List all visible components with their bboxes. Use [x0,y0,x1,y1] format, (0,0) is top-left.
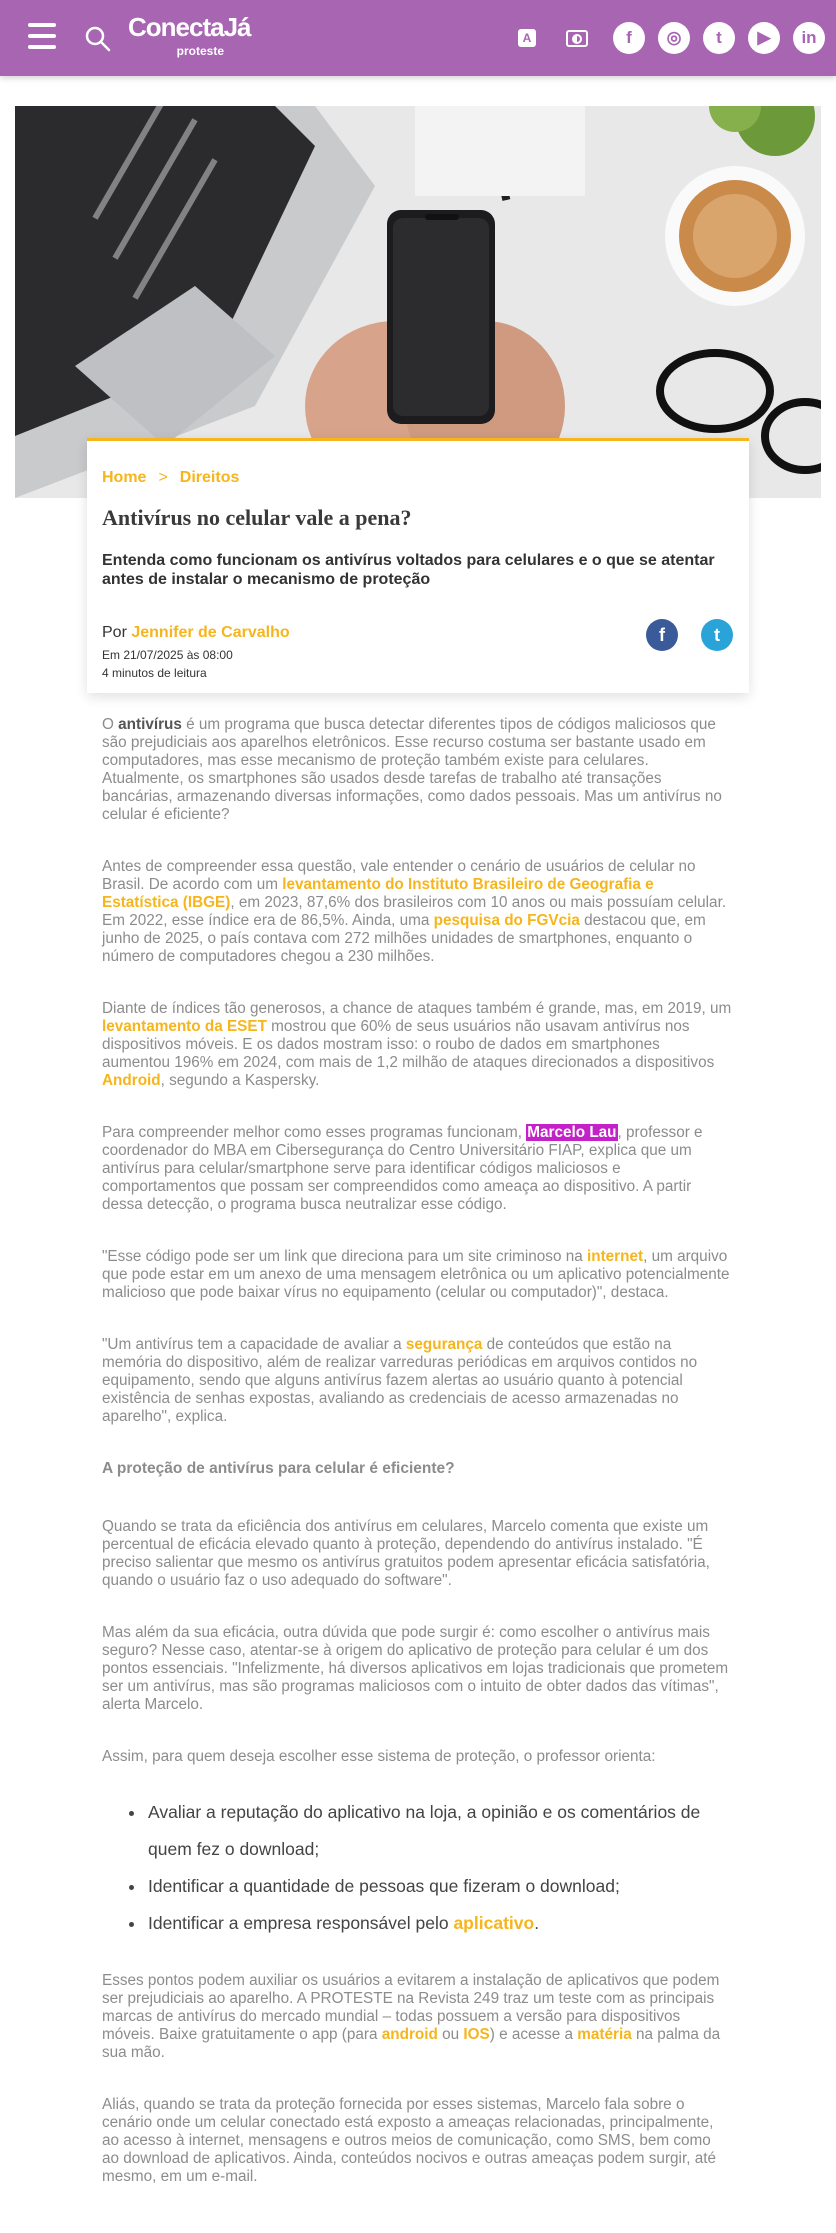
android-app-link[interactable]: android [381,2026,438,2043]
instagram-icon[interactable]: ◎ [658,22,690,54]
text: destacou que, em junho de 2025, o país contava com 272 milhões unidades de smartphones, enquanto o número de computadores chegou a 230 milhões. [102,912,706,965]
ios-app-link[interactable]: IOS [463,2026,490,2043]
paragraph-3 [102,1000,732,1090]
paragraph-2 [102,858,732,966]
breadcrumb [102,469,239,487]
text: na palma da sua mão. [102,2026,721,2061]
text: , professor e coordenador do MBA em Cibersegurança do Centro Universitário FIAP, explica que um antivírus para celular/smartphone serve para identificar códigos maliciosos e comportamentos que possam ser compreendidos como ameaça ao dispositivo. A partir dessa detecção, o programa busca neutralizar esse código. [102,1124,703,1213]
text: Antes de compreender essa questão, vale entender o cenário de usuários de celular no Brasil. De acordo com um [102,858,696,893]
seguranca-link[interactable]: segurança [405,1336,483,1353]
paragraph-4 [102,1124,732,1214]
internet-link[interactable]: internet [586,1248,644,1265]
list-item: • Identificar a quantidade de pessoas que fizeram o download; [146,1868,732,1905]
contrast-icon[interactable] [566,30,588,47]
android-link[interactable]: Android [102,1072,161,1089]
text: "Esse código pode ser um link que direciona para um site criminoso na [102,1248,587,1265]
font-size-icon[interactable]: A [518,29,536,47]
linkedin-icon[interactable]: in [793,22,825,54]
list-item [146,1905,732,1942]
paragraph-7: Quando se trata da eficiência dos antivírus em celulares, Marcelo comenta que existe um percentual de eficácia elevado quanto à proteção, dependendo do antivírus instalado. "É preciso salientar que mesmo os antivírus gratuitos podem apresentar eficácia satisfatória, quando o usuário faz o uso adequado do software". [102,1518,710,1589]
text: mostrou que 60% de seus usuários não usavam antivírus nos dispositivos móveis. E os dados mostram isso: o roubo de dados em smartphones aumentou 196% em 2024, com mais de 1,2 milhão de ataques direcionados a dispositivos [102,1018,715,1071]
breadcrumb-home[interactable]: Home [102,469,147,486]
paragraph-6 [102,1336,732,1426]
share-twitter-icon[interactable]: t [701,619,733,651]
top-navigation-bar [0,0,836,76]
eset-link[interactable]: levantamento da ESET [102,1018,267,1035]
text: . [534,1913,540,1933]
text: , segundo a Kaspersky. [160,1072,320,1089]
logo-subtitle: proteste [176,44,224,58]
share-facebook-icon[interactable]: f [646,619,678,651]
article-body [102,716,732,2220]
fgvcia-link[interactable]: pesquisa do FGVcia [433,912,580,929]
logo-title: ConectaJá [128,12,251,42]
read-time: 4 minutos de leitura [102,666,207,680]
text: , um arquivo que pode estar em um anexo de uma mensagem eletrônica ou um aplicativo potencialmente malicioso que pode baixar vírus no equipamento (celular ou computador)", destaca. [102,1248,730,1301]
marcelo-lau-highlight[interactable]: Marcelo Lau [527,1124,617,1141]
article-subtitle: Entenda como funcionam os antivírus voltados para celulares e o que se atentar antes de instalar o mecanismo de proteção [102,552,715,588]
paragraph-8: Mas além da sua eficácia, outra dúvida que pode surgir é: como escolher o antivírus mais seguro? Nesse caso, atentar-se à origem do aplicativo de proteção para celular é um dos pontos essenciais. "Infelizmente, há diversos aplicativos em lojas tradicionais que prometem ser um antivírus, mas são programas maliciosos com o intuito de obter dados das vítimas", alerta Marcelo. [102,1624,729,1713]
publish-date: Em 21/07/2025 às 08:00 [102,648,233,662]
facebook-icon[interactable]: f [613,22,645,54]
tips-list [146,1794,732,1942]
twitter-icon[interactable]: t [703,22,735,54]
paragraph-11: Aliás, quando se trata da proteção fornecida por esses sistemas, Marcelo fala sobre o cenário onde um celular conectado está exposto a ameaças relacionadas, principalmente, ao acesso à internet, mensagens e outros meios de comunicação, como SMS, bem como ao download de aplicativos. Ainda, conteúdos nocivos e outras ameaças podem surgir, até mesmo, em um e-mail. [102,2096,716,2185]
search-icon[interactable] [84,25,112,53]
list-item: • Avaliar a reputação do aplicativo na loja, a opinião e os comentários de quem fez o download; [146,1794,732,1868]
byline-prefix: Por [102,624,132,641]
text: ou [437,2026,464,2043]
ibge-link[interactable]: levantamento do Instituto Brasileiro de Geografia e Estatística (IBGE) [102,876,654,911]
breadcrumb-direitos[interactable]: Direitos [179,469,240,486]
text: é um programa que busca detectar diferentes tipos de códigos maliciosos que são prejudiciais aos aparelhos eletrônicos. Esse recurso costuma ser bastante usado em computadores, mas esse mecanismo de proteção também existe para celulares. Atualmente, os smartphones são usados desde tarefas de trabalho até transações bancárias, armazenando diversas informações, como dados pessoais. Mas um antivírus no celular é eficiente? [102,716,722,823]
text: de conteúdos que estão na memória do dispositivo, além de realizar varreduras periódicas em arquivos contidos no equipamento, sendo que alguns antivírus fazem alertas ao usuário quanto à potencial existência de senhas expostas, avaliando as credenciais de acesso armazenadas no aparelho", explica. [102,1336,698,1425]
youtube-icon[interactable]: ▶ [748,22,780,54]
text: "Um antivírus tem a capacidade de avaliar a [102,1336,406,1353]
text: Para compreender melhor como esses programas funcionam, [102,1124,527,1141]
paragraph-10 [102,1972,732,2062]
text: ) e acesse a [489,2026,578,2043]
author-link[interactable]: Jennifer de Carvalho [131,624,290,641]
materia-link[interactable]: matéria [577,2026,632,2043]
paragraph-9: Assim, para quem deseja escolher esse sistema de proteção, o professor orienta: [102,1748,656,1765]
text: , em 2023, 87,6% dos brasileiros com 10 anos ou mais possuíam celular. Em 2022, esse índice era de 86,5%. Ainda, uma [102,894,727,929]
article-header-card [87,438,749,693]
text: Esses pontos podem auxiliar os usuários a evitarem a instalação de aplicativos que podem ser prejudiciais ao aparelho. A PROTESTE na Revista 249 traz um teste com as principais marcas de antivírus do mercado mundial – todas possuem a versão para dispositivos móveis. Baixe gratuitamente o app (para [102,1972,720,2043]
breadcrumb-separator-icon: > [158,469,168,486]
byline [102,624,290,642]
aplicativo-link[interactable]: aplicativo [453,1913,535,1933]
paragraph-1 [102,716,732,824]
text: Diante de índices tão generosos, a chance de ataques também é grande, mas, em 2019, um [102,1000,732,1017]
section-heading: A proteção de antivírus para celular é eficiente? [102,1460,455,1477]
article-title: Antivírus no celular vale a pena? [102,505,412,530]
bold-antivirus: antivírus [118,716,182,733]
paragraph-5 [102,1248,732,1302]
text: Identificar a empresa responsável pelo [148,1913,454,1933]
text: O [102,716,119,733]
conectaja-logo[interactable] [128,12,251,66]
menu-icon[interactable] [28,23,56,49]
